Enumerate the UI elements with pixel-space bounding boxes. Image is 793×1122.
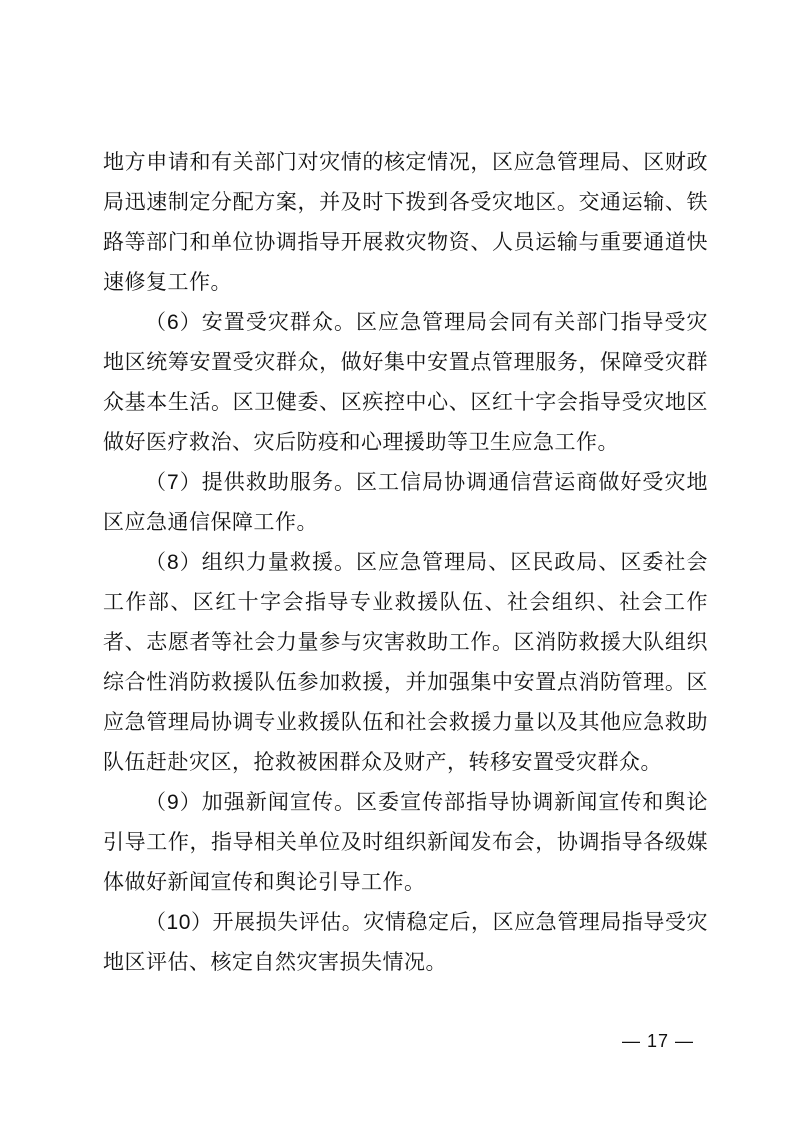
paragraph-item-10: （10）开展损失评估。灾情稳定后，区应急管理局指导受灾地区评估、核定自然灾害损失情况。 <box>103 911 708 974</box>
paragraph-item-7: （7）提供救助服务。区工信局协调通信营运商做好受灾地区应急通信保障工作。 <box>103 471 708 534</box>
page-number: — 17 — <box>621 1031 695 1051</box>
paragraph-item-8: （8）组织力量救援。区应急管理局、区民政局、区委社会工作部、区红十字会指导专业救援队伍、社会组织、社会工作者、志愿者等社会力量参与灾害救助工作。区消防救援大队组织综合性消防救援队伍参加救援，并加强集中安置点消防管理。区应急管理局协调专业救援队伍和社会救援力量以及其他应急救助队伍赶赴灾区，抢救被困群众及财产，转移安置受灾群众。 <box>103 551 708 774</box>
paragraph-item-6: （6）安置受灾群众。区应急管理局会同有关部门指导受灾地区统筹安置受灾群众，做好集中安置点管理服务，保障受灾群众基本生活。区卫健委、区疾控中心、区红十字会指导受灾地区做好医疗救治、灾后防疫和心理援助等卫生应急工作。 <box>103 311 708 454</box>
paragraph-continuation: 地方申请和有关部门对灾情的核定情况，区应急管理局、区财政局迅速制定分配方案，并及时下拨到各受灾地区。交通运输、铁路等部门和单位协调指导开展救灾物资、人员运输与重要通道快速修复工作。 <box>103 151 708 294</box>
body-text <box>103 143 708 983</box>
paragraph-item-9: （9）加强新闻宣传。区委宣传部指导协调新闻宣传和舆论引导工作，指导相关单位及时组织新闻发布会，协调指导各级媒体做好新闻宣传和舆论引导工作。 <box>103 791 708 894</box>
